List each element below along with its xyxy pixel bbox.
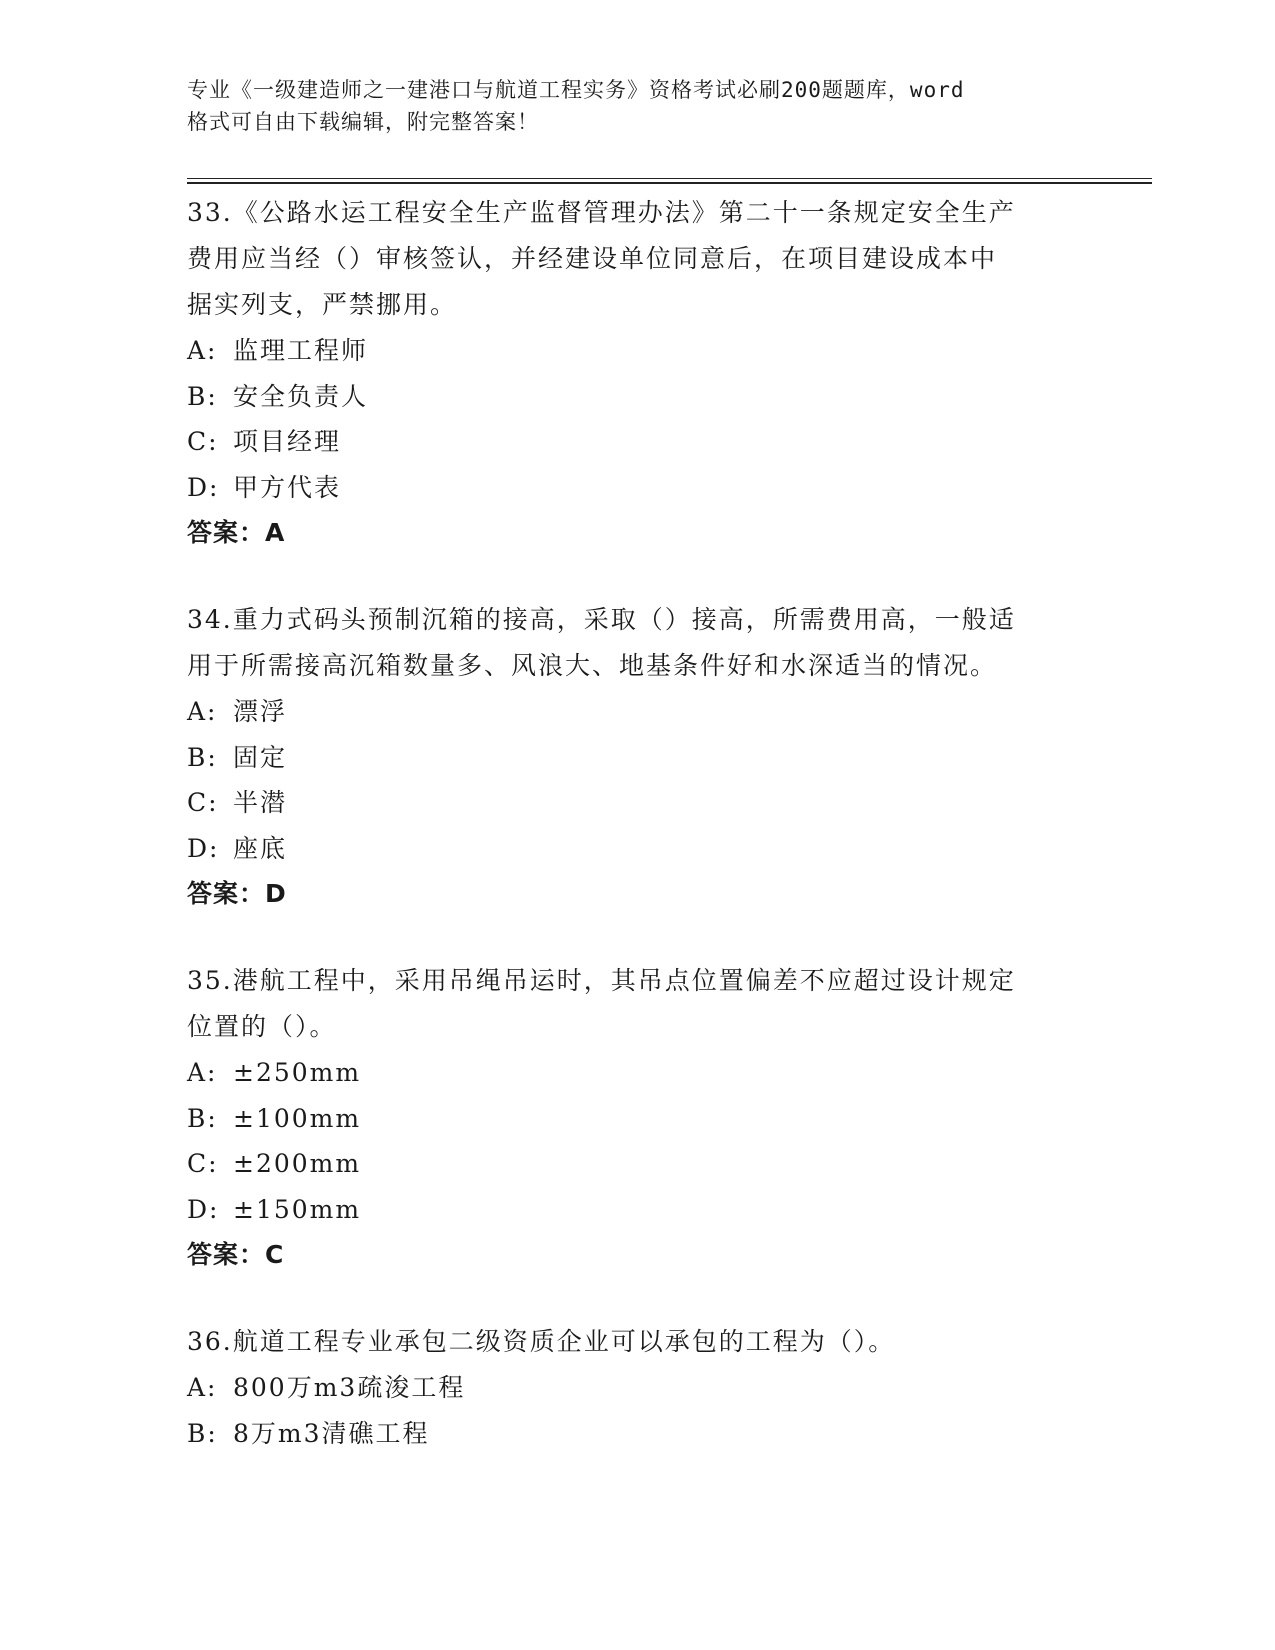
option-d bbox=[187, 465, 1087, 511]
option-text: 800万m3疏浚工程 bbox=[233, 1373, 466, 1402]
question-stem-line: 36.航道工程专业承包二级资质企业可以承包的工程为（）。 bbox=[187, 1327, 896, 1356]
question-stem-line: 用于所需接高沉箱数量多、风浪大、地基条件好和水深适当的情况。 bbox=[187, 651, 998, 680]
question-36 bbox=[187, 1319, 1087, 1456]
option-text: 监理工程师 bbox=[233, 336, 369, 365]
option-key: C: bbox=[187, 427, 219, 456]
option-key: B: bbox=[187, 381, 218, 411]
option-key: B: bbox=[187, 1103, 218, 1133]
question-33 bbox=[187, 190, 1087, 556]
question-stem-line: 费用应当经（）审核签认，并经建设单位同意后，在项目建设成本中 bbox=[187, 244, 998, 273]
option-text: 半潜 bbox=[233, 788, 288, 817]
header-title-line-1: 专业《一级建造师之一建港口与航道工程实务》资格考试必刷200题题库，word bbox=[187, 78, 965, 102]
option-key: A: bbox=[187, 336, 218, 365]
option-text: 项目经理 bbox=[233, 427, 342, 456]
option-d bbox=[187, 1187, 1087, 1233]
option-b bbox=[187, 1096, 1087, 1142]
option-key: D: bbox=[187, 1194, 220, 1224]
question-stem-line: 34.重力式码头预制沉箱的接高，采取（）接高，所需费用高，一般适 bbox=[187, 605, 1016, 634]
option-key: C: bbox=[187, 1149, 219, 1178]
answer-label: 答案：C bbox=[187, 1240, 285, 1269]
option-key: A: bbox=[187, 697, 218, 726]
option-a bbox=[187, 1050, 1087, 1096]
option-c bbox=[187, 1141, 1087, 1187]
answer-label: 答案：A bbox=[187, 518, 286, 547]
option-b bbox=[187, 374, 1087, 420]
answer-label: 答案：D bbox=[187, 879, 287, 908]
option-key: B: bbox=[187, 742, 218, 772]
option-key: C: bbox=[187, 788, 219, 817]
option-text: 甲方代表 bbox=[233, 472, 342, 502]
option-text: 固定 bbox=[233, 742, 288, 772]
option-key: D: bbox=[187, 833, 220, 863]
document-header bbox=[187, 74, 1087, 138]
question-35 bbox=[187, 958, 1087, 1278]
header-title-line-2: 格式可自由下载编辑，附完整答案！ bbox=[187, 110, 539, 134]
question-stem-line: 35.港航工程中，采用吊绳吊运时，其吊点位置偏差不应超过设计规定 bbox=[187, 966, 1016, 995]
option-c bbox=[187, 780, 1087, 826]
option-text: ±150mm bbox=[233, 1194, 362, 1224]
option-a bbox=[187, 689, 1087, 735]
option-text: ±200mm bbox=[233, 1149, 362, 1178]
option-key: A: bbox=[187, 1373, 218, 1402]
option-b bbox=[187, 735, 1087, 781]
option-key: A: bbox=[187, 1058, 218, 1087]
question-stem-line: 33.《公路水运工程安全生产监督管理办法》第二十一条规定安全生产 bbox=[187, 198, 1016, 227]
option-text: 安全负责人 bbox=[233, 381, 369, 411]
option-a bbox=[187, 1365, 1087, 1411]
question-list bbox=[187, 190, 1087, 1497]
question-34 bbox=[187, 597, 1087, 917]
option-d bbox=[187, 826, 1087, 872]
option-text: 座底 bbox=[233, 833, 288, 863]
option-text: ±250mm bbox=[233, 1058, 362, 1087]
header-divider-thick bbox=[187, 182, 1152, 184]
option-key: B: bbox=[187, 1418, 218, 1448]
option-key: D: bbox=[187, 472, 220, 502]
option-text: ±100mm bbox=[233, 1103, 362, 1133]
option-a bbox=[187, 328, 1087, 374]
option-text: 漂浮 bbox=[233, 697, 288, 726]
header-divider-thin bbox=[187, 178, 1152, 179]
option-b bbox=[187, 1411, 1087, 1457]
option-text: 8万m3清礁工程 bbox=[233, 1418, 430, 1448]
option-c bbox=[187, 419, 1087, 465]
question-stem-line: 位置的（）。 bbox=[187, 1012, 337, 1041]
question-stem-line: 据实列支，严禁挪用。 bbox=[187, 290, 458, 319]
